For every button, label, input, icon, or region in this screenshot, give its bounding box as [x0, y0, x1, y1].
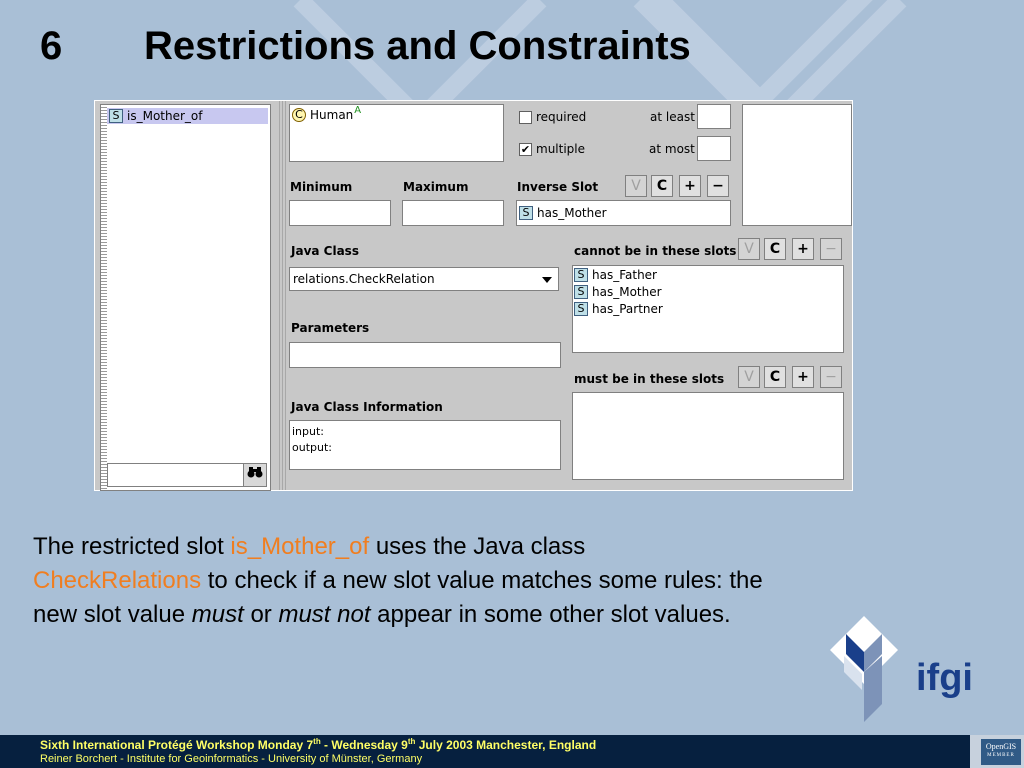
- slot-list-panel: [100, 104, 271, 491]
- must-create-button[interactable]: C: [764, 366, 786, 388]
- documentation-box[interactable]: [742, 104, 852, 226]
- parameters-label: Parameters: [291, 321, 370, 335]
- ifgi-logo: [826, 612, 976, 724]
- inverse-create-button[interactable]: C: [651, 175, 673, 197]
- java-info-output-line: output:: [292, 441, 332, 454]
- inverse-view-button[interactable]: V: [625, 175, 647, 197]
- desc-text: appear in some other slot values.: [370, 601, 731, 628]
- must-add-button[interactable]: +: [792, 366, 814, 388]
- type-list[interactable]: [289, 104, 504, 162]
- list-item[interactable]: [574, 285, 662, 299]
- ogc-subtext: MEMBER: [987, 753, 1015, 758]
- slot-search-input[interactable]: [107, 463, 245, 487]
- multiple-checkbox-row[interactable]: [519, 142, 585, 156]
- description-text: [33, 530, 793, 632]
- inverse-slot-item[interactable]: [519, 206, 607, 220]
- slot-name-highlight: is_Mother_of: [230, 533, 370, 560]
- list-item[interactable]: [574, 268, 657, 282]
- java-info-textarea[interactable]: [289, 420, 561, 470]
- class-name-highlight: CheckRelations: [33, 567, 202, 594]
- slot-icon: S: [574, 268, 588, 282]
- slot-icon: S: [519, 206, 533, 220]
- java-info-input-line: input:: [292, 425, 325, 438]
- opengis-member-logo: [970, 735, 1024, 768]
- footer-text: Sixth International Protégé Workshop Monday 7: [40, 738, 314, 752]
- cannot-be-in-label: cannot be in these slots: [574, 244, 737, 258]
- must-emphasis: must: [191, 601, 244, 628]
- inverse-slot-label: Inverse Slot: [517, 180, 599, 194]
- minimum-label: Minimum: [290, 180, 353, 194]
- cannot-view-button[interactable]: V: [738, 238, 760, 260]
- splitter[interactable]: [277, 101, 287, 490]
- class-icon: C: [292, 108, 306, 122]
- slide-number: 6: [40, 24, 63, 68]
- must-view-button[interactable]: V: [738, 366, 760, 388]
- desc-text: or: [243, 601, 279, 628]
- multiple-checkbox[interactable]: ✔: [520, 142, 531, 156]
- cannot-remove-button[interactable]: −: [820, 238, 842, 260]
- slot-icon: S: [109, 109, 123, 123]
- list-item-label: has_Father: [592, 268, 657, 282]
- required-checkbox[interactable]: [519, 111, 532, 124]
- java-class-value: relations.CheckRelation: [293, 272, 435, 286]
- type-name: Human: [310, 108, 354, 122]
- list-item[interactable]: [574, 302, 663, 316]
- inverse-remove-button[interactable]: −: [707, 175, 729, 197]
- java-class-label: Java Class: [291, 244, 359, 258]
- slide-title-text: Restrictions and Constraints: [144, 24, 691, 68]
- slot-name: is_Mother_of: [127, 109, 203, 123]
- abstract-marker: A: [354, 104, 362, 116]
- must-not-emphasis: must not: [278, 601, 371, 628]
- desc-text: to check if a new slot value matches some rules: the new slot value: [33, 567, 763, 628]
- cannot-be-in-list[interactable]: [572, 265, 844, 353]
- inverse-add-button[interactable]: +: [679, 175, 701, 197]
- required-label: required: [536, 110, 587, 124]
- footer-line-1: [40, 737, 596, 752]
- footer-text: - Wednesday 9: [320, 738, 408, 752]
- protege-screenshot: [94, 100, 853, 491]
- must-be-in-label: must be in these slots: [574, 372, 725, 386]
- at-least-label: at least: [650, 110, 695, 124]
- parameters-input[interactable]: [289, 342, 561, 368]
- at-most-label: at most: [649, 142, 695, 156]
- maximum-input[interactable]: [402, 200, 504, 226]
- at-least-input[interactable]: [697, 104, 731, 129]
- slot-icon: S: [574, 285, 588, 299]
- multiple-label: multiple: [536, 142, 586, 156]
- footer-text: July 2003 Manchester, England: [415, 738, 597, 752]
- cannot-create-button[interactable]: C: [764, 238, 786, 260]
- list-item-label: has_Mother: [592, 285, 662, 299]
- slot-icon: S: [574, 302, 588, 316]
- minimum-input[interactable]: [289, 200, 391, 226]
- java-class-select[interactable]: [289, 267, 559, 291]
- desc-text: The restricted slot: [33, 533, 231, 560]
- maximum-label: Maximum: [403, 180, 469, 194]
- inverse-slot-field[interactable]: [516, 200, 731, 226]
- footer-sup: th: [407, 737, 416, 746]
- type-item-human[interactable]: [292, 104, 362, 122]
- binoculars-icon[interactable]: [243, 463, 267, 487]
- footer-sup: th: [313, 737, 321, 746]
- cannot-add-button[interactable]: +: [792, 238, 814, 260]
- tree-hatch: [101, 105, 107, 490]
- inverse-slot-value: has_Mother: [537, 206, 607, 220]
- must-remove-button[interactable]: −: [820, 366, 842, 388]
- desc-text: uses the Java class: [369, 533, 586, 560]
- must-be-in-list[interactable]: [572, 392, 844, 480]
- list-item-label: has_Partner: [592, 302, 663, 316]
- java-info-label: Java Class Information: [291, 400, 443, 414]
- chevron-down-icon[interactable]: [542, 277, 552, 283]
- at-most-input[interactable]: [697, 136, 731, 161]
- slot-list-item-is-mother-of[interactable]: [107, 108, 268, 124]
- required-checkbox-row[interactable]: [519, 110, 586, 124]
- ifgi-logo-text: ifgi: [916, 657, 973, 699]
- footer-line-2: Reiner Borchert - Institute for Geoinformatics - University of Münster, Germany: [40, 753, 423, 765]
- ogc-text: OpenGIS: [985, 742, 1017, 751]
